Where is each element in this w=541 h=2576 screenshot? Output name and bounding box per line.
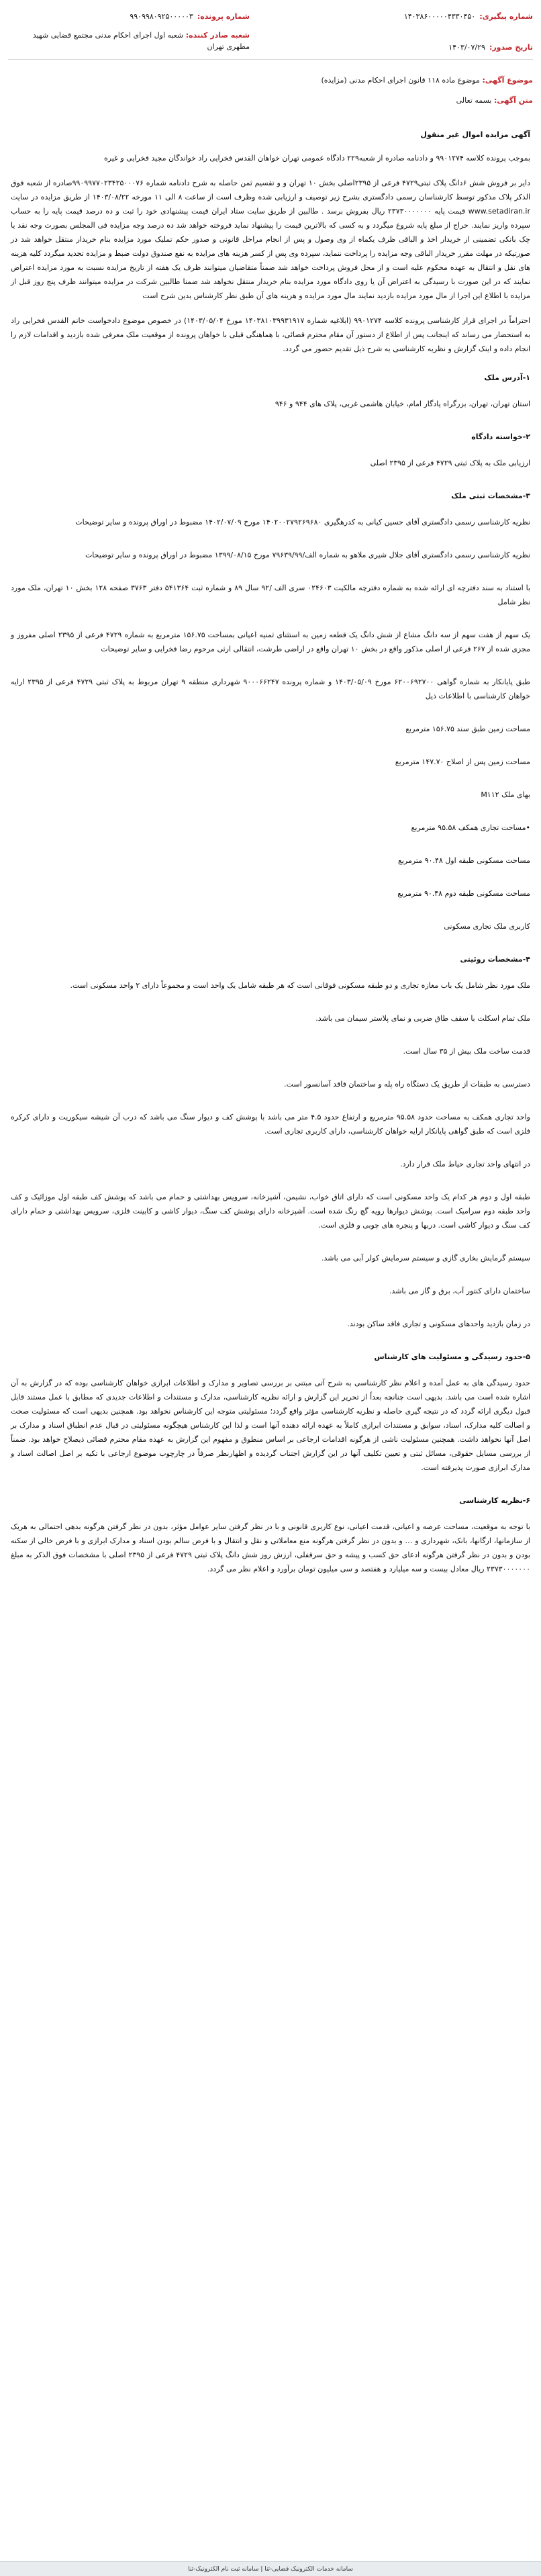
section-registry-heading: ۳-مشخصات ثبتی ملک [451,492,530,500]
address-text: استان تهران، تهران، بزرگراه یادگار امام، خیابان هاشمی غربی، پلاک های ۹۴۴ و ۹۴۶ [275,400,530,408]
visual-text-5: واحد تجاری همکف به مساحت حدود ۹۵.۵۸ مترمربع و ارتفاع حدود ۴.۵ متر می باشد با پوشش کف و دیوار سنگ می باشد که درب آن شیشه سیکوریت و دارای کرکره فلزی است که طبق گواهی پایانکار ارایه خواهان کارشناسی، دارای کاربری تجاری است. [11,1113,530,1136]
file-row [8,9,250,24]
subject-value: موضوع ماده ۱۱۸ قانون اجرای احکام مدنی (مزایده) [321,76,480,85]
visual-text-9: ساختمان دارای کنتور آب، برق و گاز می باشد. [389,1287,530,1295]
tracking-label: شماره پیگیری: [479,12,533,21]
visual-text-4: دسترسی به طبقات از طریق یک دستگاه راه پله و ساختمان فاقد آسانسور است. [284,1080,530,1089]
visual-text-10: در زمان بازدید واحدهای مسکونی و تجاری فاقد ساکن بودند. [347,1320,530,1328]
section-request-heading: ۲-خواسته دادگاه [471,432,530,441]
date-value: ۱۴۰۳/۰۷/۲۹ [448,43,485,52]
visual-text-8: سیستم گرمایش بخاری گازی و سیستم سرمایش کولر آبی می باشد. [321,1254,530,1262]
auction-paragraph: دایر بر فروش شش ۶دانگ پلاک ثبتی۴۷۲۹ فرعی از ۲۳۹۵اصلی بخش ۱۰ تهران و و تقسیم ثمن حاصله به شرح دادنامه شماره ۹۹۰۹۹۷۷۰۲۳۴۲۵۰۰۰۷۶صادره از شعبه فوق الذکر پلاک مذکور توسط کارشناسان رسمی دادگستری بشرح زیر توصیف و ارزیابی شده وظرف است از ساعت ۸ الی ۱۱ مورخه ۱۴۰۳/۰۸/۲۲ از طریق مزایده در سایت www.setadiran.ir قیمت پایه ۲۳۷۳۰۰۰۰۰۰۰ ریال بفروش برسد . طالبین از طریق سایت ستاد ایران قیمت پیشنهادی خود را ثبت و ده درصد قیمت پایه را به حساب سپرده واریز نمایند. حراج از مبلغ پایه شروع میگردد و به کسی که بالاترین قیمت را پیشنهاد نماید فروخته خواهد شد ده درصد وجه مزایده فی المجلس بصورت وجه نقد یا چک بانکی تضمینی از خریدار اخذ و الباقی ظرف یکماه از وی وصول و پس از انجام مراحل قانونی و صدور حکم تملیک مورد مزایده بنام خریدار منتقل خواهد شد در صورتیکه در مهلت مقرر خریدار الباقی وجه مزایده را پرداخت ننماید، سپرده وی پس از کسر هزینه های مزایده به نفع صندوق دولت ضبط و مزایده تجدید میگردد کلیه هزینه های نقل و انتقال به عهده محکوم علیه است و از محل فروش پرداخت خواهد شد ضمناً متقاضیان میتوانند ظرف یک هفته از تاریخ مزایده نسبت به مورد مزایده اعتراض نمایند که در این صورت با رسیدگی به اعتراض آن یا روی دادگاه مورد مزایده بنام خریدار منتقل نخواهد شد ضمنا طالبین شرکت در مزایده میتوانند ظرف پنج روز قبل از مزایده با اطلاع این اجرا از مال مورد مزایده بازدید نمایند مال مورد مزایده و هزینه های آن طبق نظر کارشناس بدین شرح است [11,179,531,300]
fact-block-code: بهای ملک M۱۱۲ [481,790,530,799]
visual-text-2: ملک تمام اسکلت با سقف طاق ضربی و نمای پلاستر سیمان می باشد. [315,1014,530,1023]
section-scope-heading: ۵-حدود رسیدگی و مسئولیت های کارشناس [374,1352,530,1361]
expert-intro-paragraph: احتراماً در اجرای قرار کارشناسی پرونده کلاسه ۹۹۰۱۲۷۴ (ابلاغیه شماره ۱۴۰۳۸۱۰۳۹۹۳۱۹۱۷ مورخ ۱۴۰۳/۰۵/۰۴) در خصوص موضوع دادخواست خانم القدس فخرایی راد به استحضار می رساند که اینجانب پس از اطلاع از دستور آن مقام محترم قضائی، با هماهنگی قبلی با خواهان پرونده از موقعیت ملک معرفی شده بازدید و اقدامات لازم را انجام داده و اینک گزارش و نظریه کارشناسی به شرح ذیل تقدیم حضور می گردد. [11,316,530,353]
visual-text-7: طبقه اول و دوم هر کدام یک واحد مسکونی است که دارای اتاق خواب، نشیمن، آشپزخانه، سرویس بهداشتی و حمام می باشد که پوشش کف طبقه اول موزائیک و کف واحد طبقه دوم سرامیک است. پوشش دیوارها رویه گچ رنگ شده است. آشپزخانه دارای پوشش کف سنگ، دیوار کاشی و کابینت فلزی، سرویس بهداشتی و حمام دارای کف سنگ و دیوار کاشی است. دربها و پنجره های چوبی و فلزی است. [11,1193,530,1230]
tracking-value: ۱۴۰۳۸۶۰۰۰۰۰۴۳۳۰۴۵۰ [403,12,476,21]
registry-text-3: با استناد به سند دفترچه ای ارائه شده به شماره دفترچه مالکیت ۰۲۴۶۰۳ سری الف /۹۲ سال ۸۹ و شماره ثبت ۵۴۱۳۶۴ دفتر ۳۷۶۳ صفحه ۱۲۸ بخش ۱۰ تهران، ملک مورد نظر شامل [11,584,531,606]
visual-text-6: در انتهای واحد تجاری حیاط ملک قرار دارد. [400,1160,530,1168]
header-divider [8,59,533,60]
request-text: ارزیابی ملک به پلاک ثبتی ۴۷۲۹ فرعی از ۲۳۹۵ اصلی [370,459,530,467]
opinion-text: با توجه به موقعیت، مساحت عرصه و اعیانی، قدمت اعیانی، نوع کاربری قانونی و با در نظر گرفتن سایر عوامل مؤثر، بدون در نظر گرفتن هرگونه بدهی احتمالی به هریک از سازمانها، ارگانها، بانک، شهرداری و … و بدون در نظر گرفتن هرگونه منع معاملاتی و نقل و انتقال و با فرض سالم بودن اسناد و مدارک ابرازی و با فرض خالی از سکنه بودن و بدون در نظر گرفتن هرگونه ادعای حق کسب و پیشه و حق سرقفلی، ارزش روز شش دانگ پلاک ثبتی ۴۷۲۹ فرعی از ۲۳۹۵ اصلی با مشخصات فوق الذکر به مبلغ ۲۳۷۳۰۰۰۰۰۰۰ ریال معادل بیست و سه میلیارد و هفتصد و سی میلیون تومان برآورد و اعلام نظر می گردد. [11,1522,531,1573]
visual-text-3: قدمت ساخت ملک بیش از ۳۵ سال است. [403,1047,530,1056]
registry-text-5: طبق پایانکار به شماره گواهی ۶۲۰۰۶۹۲۷۰۰ مورخ ۱۴۰۳/۰۵/۰۹ و شماره پرونده ۹۰۰۰۶۶۲۴۷ شهرداری منطقه ۹ تهران مربوط به پلاک ثبتی ۴۷۲۹ فرعی از ۲۳۹۵ ارایه خواهان کارشناسی با اطلاعات ذیل [11,678,531,700]
tracking-row [291,9,533,24]
issuer-value: شعبه اول اجرای احکام مدنی مجتمع قضایی شهید مطهری تهران [32,31,250,51]
visual-text-1: ملک مورد نظر شامل یک باب مغازه تجاری و دو طبقه مسکونی فوقانی است که هر طبقه شامل یک واحد است و مجموعاً دارای ۲ واحد مسکونی است. [70,981,530,990]
text-value: بسمه تعالی [456,96,492,105]
issuer-row [8,30,250,52]
section-opinion-heading: ۶-نظریه کارشناسی [459,1496,530,1505]
notice-body [11,128,530,1595]
header-right-column [291,9,533,55]
scope-text: حدود رسیدگی های به عمل آمده و اعلام نظر کارشناسی به شرح آتی مبتنی بر بررسی تصاویر و مدارک و اطلاعات ابرازی خواهان کارشناسی بوده که در گزارش به آن اشاره شده است می باشد. بدیهی است چنانچه بعداً از تحریر این گزارش و ارائه نظریه کارشناسی، مدارک و مستندات و اطلاعات جدیدی که مطابق با عمل مستند قابل قبول دیگری ارائه گردد که در نتیجه گیری حاصله و نظریه کارشناسی مؤثر واقع گردد؛ مسئولیتی متوجه این کارشناس نخواهد بود. همچنین بدیهی است که مسئولیت صحت و اصالت کلیه مدارک، اسناد، سوابق و مستندات ابرازی کاملاً به عهده ارائه دهنده آنها است و لذا این کارشناس هیچگونه مسئولیتی در قبال عدم انطباق اسناد و مدارک بر اصل آنها نخواهد داشت. همچنین مسئولیت ناشی از هرگونه اقدامات ارجاعی بر اساس منطوق و مفهوم این گزارش به عهده مقام محترم قضائی ذیصلاح خواهد بود. ضمناً از بررسی مسایل حقوقی، مسائل ثبتی و تعیین تکلیف آنها در این گزارش اجتناب گردیده و اظهارنظر صرفاً در چارچوب موضوع ارجاعی با تکیه بر اصل اصالت اسناد و مدارک ابرازی صورت پذیرفته است. [11,1379,530,1472]
issuer-label: شعبه صادر کننده: [185,31,250,40]
file-value: ۹۹۰۹۹۸۰۹۲۵۰۰۰۰۰۳ [130,12,193,21]
page-footer [0,2561,541,2576]
notice-title: آگهی مزایده اموال غیر منقول [420,130,530,139]
fact-land-area-corrected: مساحت زمین پس از اصلاح ۱۴۷.۷۰ مترمربع [395,757,530,766]
fact-commercial-area: •مساحت تجاری همکف ۹۵.۵۸ مترمربع [411,823,530,832]
text-row [8,94,533,107]
fact-usage: کاربری ملک تجاری مسکونی [444,922,530,931]
subject-label: موضوع آگهی: [482,76,533,85]
date-row [291,40,533,55]
date-label: تاریخ صدور: [489,43,533,52]
registry-text-1: نظریه کارشناسی رسمی دادگستری آقای حسین کیانی به کدرهگیری ۱۴۰۲۰۰۲۷۹۲۶۹۶۸۰ مورخ ۱۴۰۲/۰۷/۰۹ مضبوط در اوراق پرونده و سایر توضیحات [75,518,530,526]
footer-text: سامانه خدمات الکترونیک قضایی-ثنا | سامانه ثبت نام الکترونیک-ثنا [188,2566,353,2573]
fact-land-area-deed: مساحت زمین طبق سند ۱۵۶.۷۵ مترمربع [405,725,530,733]
intro-paragraph: بموجب پرونده کلاسه ۹۹۰۱۲۷۴ و دادنامه صادره از شعبه۲۲۹ دادگاه عمومی تهران خواهان القدس فخرایی راد خواندگان مجید فخرایی و غیره [103,154,530,163]
file-label: شماره پرونده: [197,12,250,21]
fact-second-floor-area: مساحت مسکونی طبقه دوم ۹۰.۴۸ مترمربع [397,889,530,898]
section-address-heading: ۱-آدرس ملک [484,373,530,382]
text-label: متن آگهی: [494,96,533,105]
section-visual-heading: ۴-مشخصات روئیتی [460,955,530,964]
registry-text-2: نظریه کارشناسی رسمی دادگستری آقای جلال شیری ملاهو به شماره الف/۷۹۶۳۹/۹۹ مورخ ۱۳۹۹/۰۸/۱۵ مضبوط در اوراق پرونده و سایر توضیحات [85,551,530,559]
registry-text-4: یک سهم از هفت سهم از سه دانگ مشاع از شش دانگ یک قطعه زمین به استثنای ثمنیه اعیانی بمساحت ۱۵۶.۷۵ مترمربع به شماره ۴۷۲۹ فرعی از ۲۳۹۵ اصلی مفروز و مجزی شده از ۲۶۷ فرعی از اصلی مذکور واقع در بخش ۱۰ تهران واقع در اراضی طرشت، انتقالی ارثی مرحوم رضا فخرایی و سایر توضیحات [11,631,530,653]
subject-row [8,74,533,87]
notice-meta [8,74,533,114]
header-left-column [8,9,250,52]
fact-first-floor-area: مساحت مسکونی طبقه اول ۹۰.۴۸ مترمربع [397,856,530,865]
